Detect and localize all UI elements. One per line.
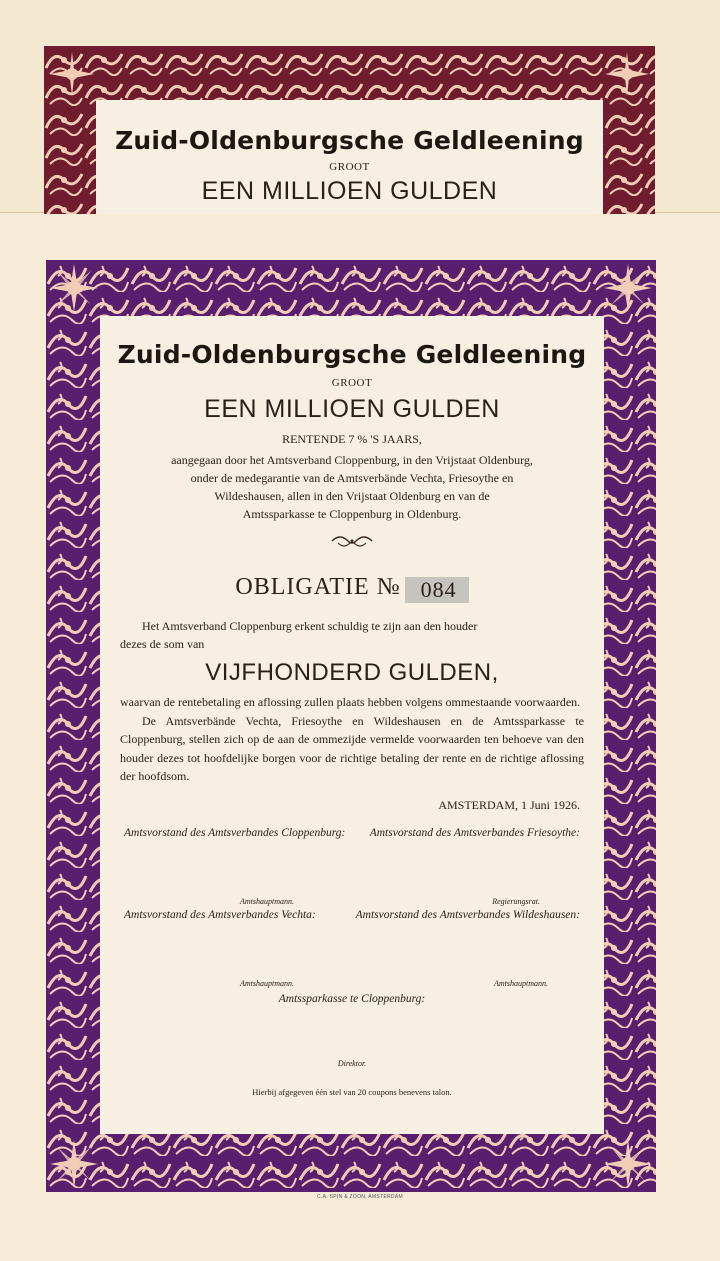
terms-paragraph-1: waarvan de rentebetaling en aflossing zullen plaats hebben volgens ommestaande voorwaarden.: [120, 695, 581, 710]
obligatie-line: [100, 574, 604, 603]
front-ornamental-frame: [46, 260, 656, 1192]
title-direktor: Direktor.: [337, 1058, 367, 1068]
front-star-bottom-right-icon: [604, 1140, 652, 1188]
sign-label-wildeshausen: Amtsvorstand des Amtsverbandes Wildeshausen:: [355, 908, 580, 921]
sign-label-friesoythe: Amtsvorstand des Amtsverbandes Friesoythe:: [369, 826, 580, 839]
title-regierungsrat: Regierungsrat.: [492, 896, 540, 906]
back-amount-total: EEN MILLIOEN GULDEN: [201, 177, 498, 205]
front-star-bottom-left-icon: [50, 1140, 98, 1188]
back-groot: GROOT: [329, 161, 370, 173]
interest-rate: RENTENDE 7 % 'S JAARS,: [282, 432, 422, 446]
intro-line: onder de medegarantie van de Amtsverbände Vechta, Friesoythe en: [190, 471, 514, 485]
title-amtshauptmann-vechta: Amtshauptmann.: [240, 978, 294, 988]
back-sheet: [0, 0, 720, 213]
sign-label-cloppenburg: Amtsvorstand des Amtsverbandes Cloppenburg:: [124, 826, 346, 839]
title-amtshauptmann-cloppenburg: Amtshauptmann.: [240, 896, 294, 906]
title-amtshauptmann-wildeshausen: Amtshauptmann.: [494, 978, 548, 988]
coupons-note: Hierbij afgegeven één stel van 20 coupons benevens talon.: [252, 1086, 452, 1097]
terms-paragraph-2: De Amtsverbände Vechta, Friesoythe en Wildeshausen en de Amtssparkasse te Cloppenburg, stellen zich op de aan de ommezijde vermelde voorwaarden ten behoeve van den houder dezes tot hoofdelijke borgen voor de richtige betaling der rente en de richtige aflossing der hoofdsom.: [120, 713, 584, 784]
vignette-ornament: [100, 533, 604, 554]
front-star-top-right-icon: [604, 264, 652, 312]
sign-label-vechta: Amtsvorstand des Amtsverbandes Vechta:: [124, 908, 316, 921]
intro-block: [100, 451, 604, 523]
front-title: Zuid-Oldenburgsche Geldleening: [117, 340, 587, 369]
back-text-panel: [96, 100, 603, 214]
printer-imprint: C.A. SPIN & ZOON, AMSTERDAM: [317, 1194, 403, 1200]
place-date: AMSTERDAM, 1 Juni 1926.: [438, 797, 580, 812]
intro-line: Wildeshausen, allen in den Vrijstaat Oldenburg en van de: [214, 489, 490, 503]
back-ornamental-frame: [44, 46, 655, 214]
acknowledge-block: [100, 617, 604, 653]
signature-area: [100, 827, 604, 1087]
front-star-top-left-icon: [50, 264, 98, 312]
terms-block: [100, 693, 604, 786]
front-text-panel: [100, 316, 604, 1134]
sign-label-sparkasse: Amtssparkasse te Cloppenburg:: [278, 992, 426, 1005]
obligatie-number: 084: [405, 577, 469, 603]
obligatie-label: OBLIGATIE №: [235, 574, 401, 600]
front-amount-total: EEN MILLIOEN GULDEN: [204, 395, 500, 423]
intro-line: Amtssparkasse te Cloppenburg in Oldenburg.: [242, 507, 462, 521]
acknowledge-line-1: Het Amtsverband Cloppenburg erkent schuldig te zijn aan den houder: [142, 619, 478, 634]
bond-amount: VIJFHONDERD GULDEN,: [205, 659, 499, 687]
intro-line: aangegaan door het Amtsverband Cloppenburg, in den Vrijstaat Oldenburg,: [171, 453, 533, 467]
back-title: Zuid-Oldenburgsche Geldleening: [115, 126, 584, 155]
front-groot: GROOT: [331, 377, 373, 389]
vignette-icon: [330, 533, 374, 549]
acknowledge-line-2: dezes de som van: [120, 637, 205, 652]
